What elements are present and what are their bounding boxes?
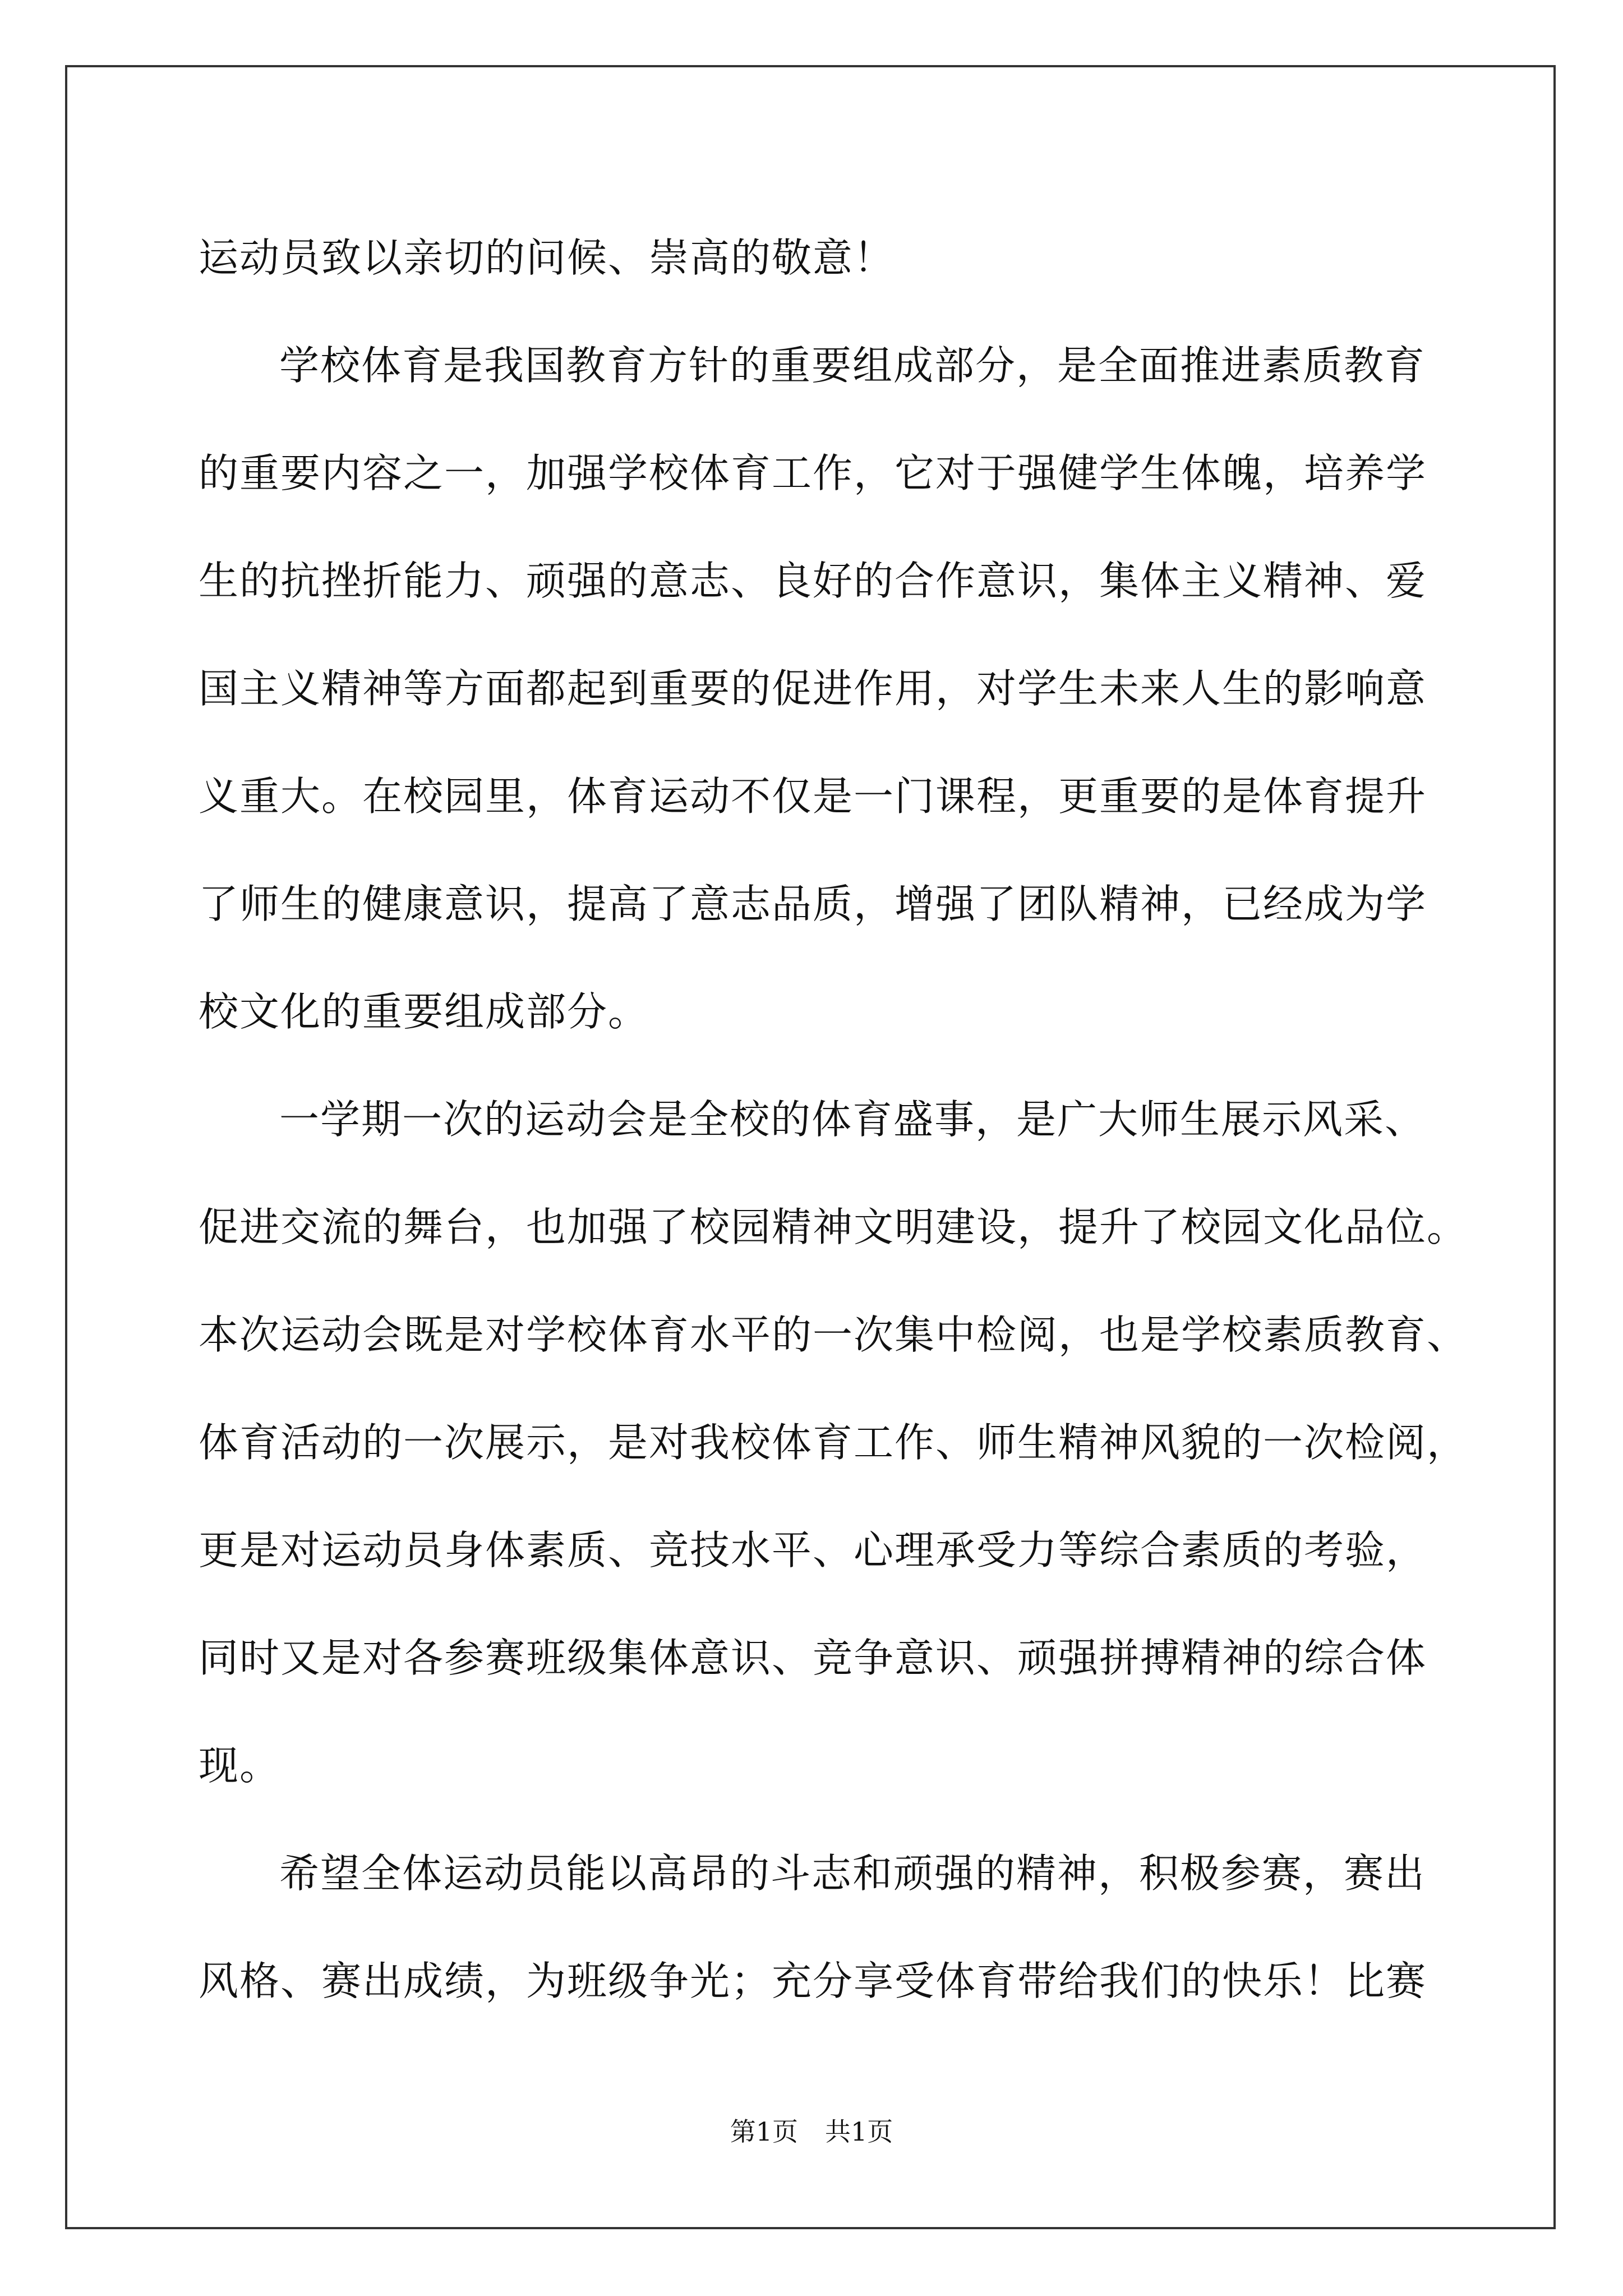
text-line: 促进交流的舞台，也加强了校园精神文明建设，提升了校园文化品位。 <box>199 1204 1468 1250</box>
text-line: 本次运动会既是对学校体育水平的一次集中检阅，也是学校素质教育、 <box>199 1312 1468 1358</box>
text-line: 更是对运动员身体素质、竞技水平、心理承受力等综合素质的考验， <box>199 1527 1427 1573</box>
text-line: 了师生的健康意识，提高了意志品质，增强了团队精神，已经成为学 <box>199 881 1427 927</box>
text-line: 运动员致以亲切的问候、崇高的敬意！ <box>199 234 895 281</box>
page-number: 第1页 <box>730 2116 798 2147</box>
text-line: 生的抗挫折能力、顽强的意志、良好的合作意识，集体主义精神、爱 <box>199 558 1427 604</box>
text-line: 义重大。在校园里，体育运动不仅是一门课程，更重要的是体育提升 <box>199 773 1427 820</box>
page-total: 共1页 <box>825 2116 893 2147</box>
text-line: 学校体育是我国教育方针的重要组成部分，是全面推进素质教育 <box>279 342 1426 389</box>
text-line: 现。 <box>199 1742 281 1789</box>
page-footer <box>0 2115 1623 2148</box>
text-line: 体育活动的一次展示，是对我校体育工作、师生精神风貌的一次检阅， <box>199 1419 1468 1466</box>
text-line: 风格、赛出成绩，为班级争光；充分享受体育带给我们的快乐！比赛 <box>199 1958 1427 2004</box>
text-line: 的重要内容之一，加强学校体育工作，它对于强健学生体魄，培养学 <box>199 450 1427 496</box>
text-line: 校文化的重要组成部分。 <box>199 988 649 1035</box>
text-line: 希望全体运动员能以高昂的斗志和顽强的精神，积极参赛，赛出 <box>279 1850 1426 1897</box>
text-line: 同时又是对各参赛班级集体意识、竞争意识、顽强拼搏精神的综合体 <box>199 1635 1427 1681</box>
text-line: 国主义精神等方面都起到重要的促进作用，对学生未来人生的影响意 <box>199 665 1427 712</box>
text-line: 一学期一次的运动会是全校的体育盛事，是广大师生展示风采、 <box>279 1096 1426 1143</box>
document-body <box>199 204 1468 2035</box>
